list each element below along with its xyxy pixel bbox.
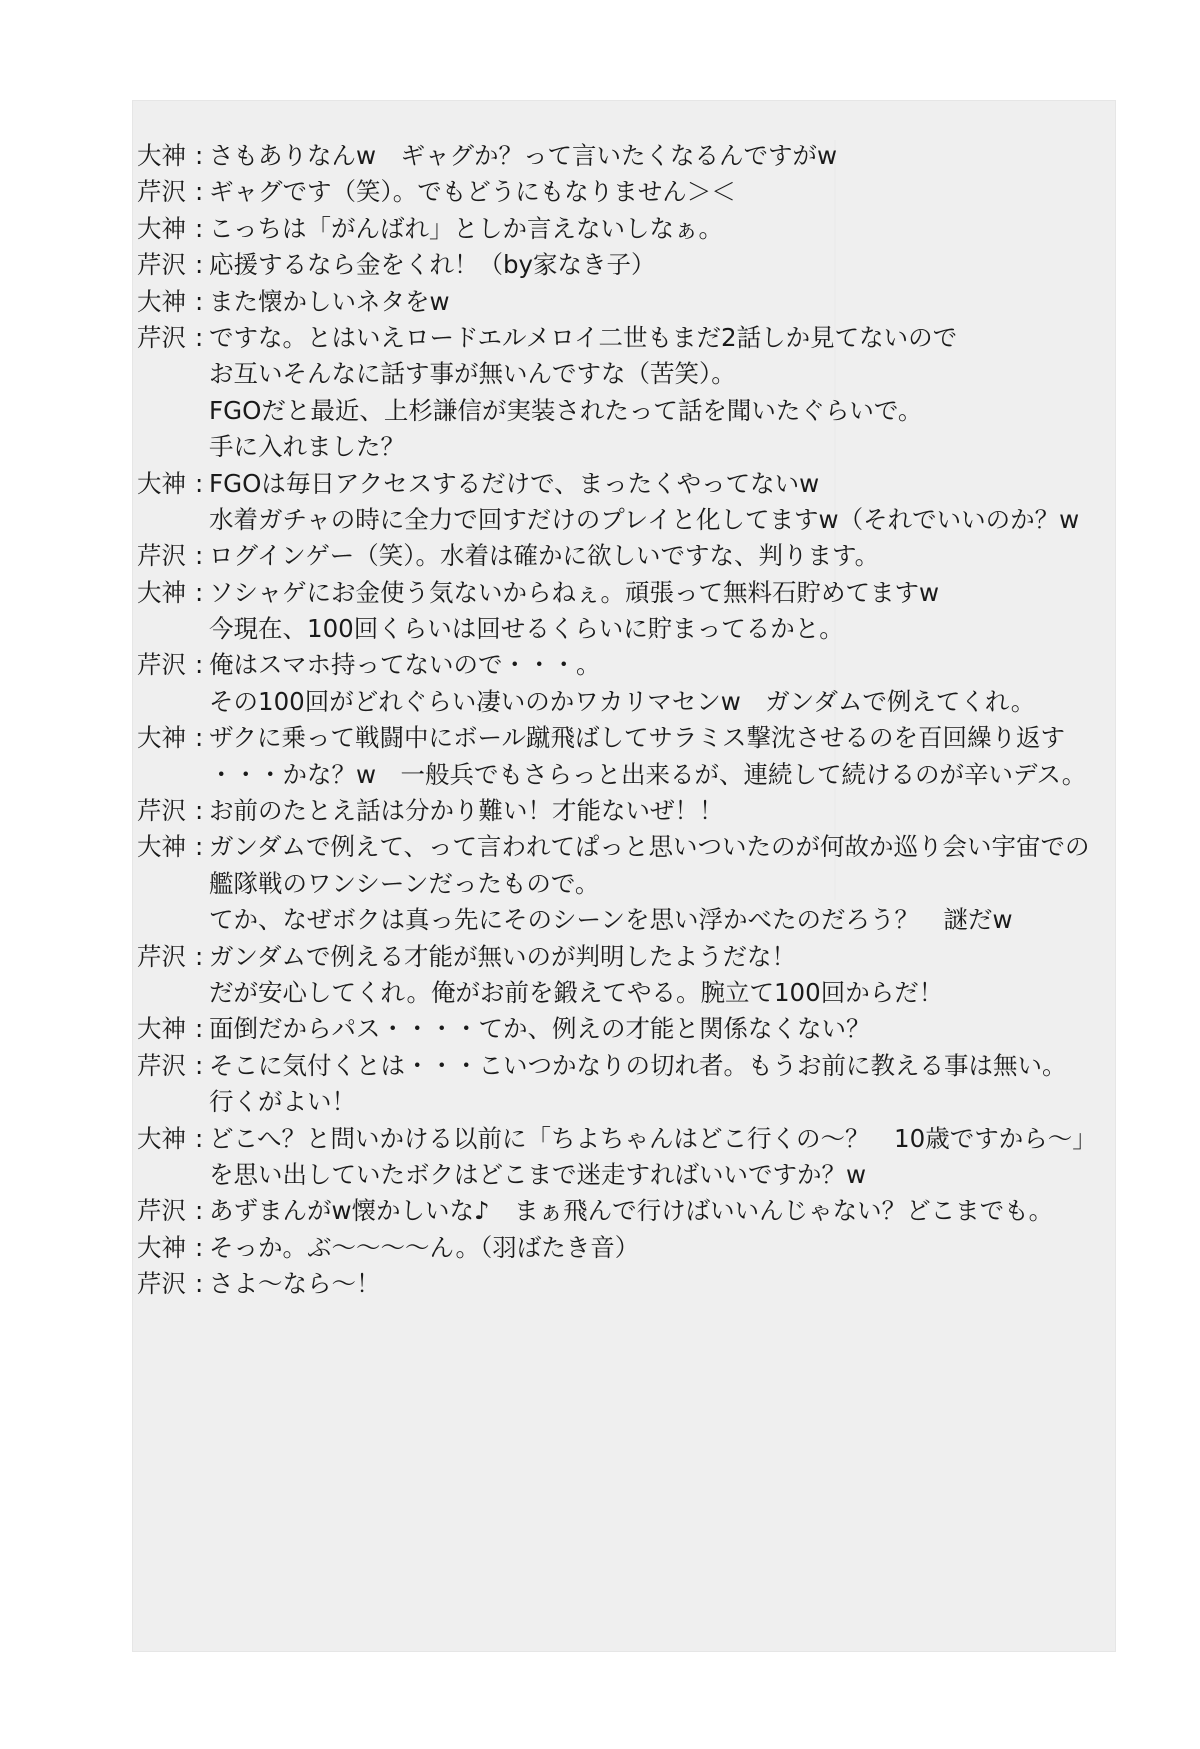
dialogue-line xyxy=(137,211,1097,247)
dialogue-line xyxy=(137,466,1097,502)
speaker-name: 大神 xyxy=(137,723,186,753)
dialogue-line xyxy=(137,429,1097,465)
dialogue-text-line: だが安心してくれ。俺がお前を鍛えてやる。腕立て100回からだ！ xyxy=(209,977,944,1007)
dialogue-line xyxy=(137,1230,1097,1266)
dialogue-line xyxy=(137,1048,1097,1084)
dialogue-line xyxy=(137,829,1097,865)
speaker-separator: : xyxy=(195,650,204,680)
dialogue-text-line: 応援するなら金をくれ！（by家なき子） xyxy=(209,250,656,280)
dialogue-line xyxy=(137,320,1097,356)
dialogue-text xyxy=(137,138,1097,1303)
dialogue-line xyxy=(137,902,1097,938)
dialogue-line xyxy=(137,393,1097,429)
speaker-separator: : xyxy=(195,322,204,352)
dialogue-text-line: また懐かしいネタをw xyxy=(209,286,450,316)
speaker-separator: : xyxy=(195,177,204,207)
speaker-name: 大神 xyxy=(137,286,186,316)
speaker-name: 芹沢 xyxy=(137,322,186,352)
dialogue-line xyxy=(137,356,1097,392)
dialogue-text-line: ガンダムで例えて、って言われてぱっと思いついたのが何故か巡り会い宇宙での xyxy=(209,832,1090,862)
speaker-name: 大神 xyxy=(137,1014,186,1044)
speaker-name: 芹沢 xyxy=(137,1269,186,1299)
dialogue-text-line: てか、なぜボクは真っ先にそのシーンを思い浮かべたのだろう？ 謎だw xyxy=(209,905,1013,935)
speaker-separator: : xyxy=(195,1232,204,1262)
dialogue-line xyxy=(137,1084,1097,1120)
dialogue-text-line: 手に入れました？ xyxy=(209,432,405,462)
dialogue-line xyxy=(137,720,1097,756)
dialogue-line xyxy=(137,174,1097,210)
speaker-separator: : xyxy=(195,1050,204,1080)
dialogue-text-line: こっちは「がんばれ」としか言えないしなぁ。 xyxy=(209,213,724,243)
speaker-name: 芹沢 xyxy=(137,1050,186,1080)
dialogue-text-line: さもありなんw ギャグか？って言いたくなるんですがw xyxy=(209,141,838,170)
dialogue-text-line: お互いそんなに話す事が無いんですな（苦笑）。 xyxy=(209,359,736,389)
dialogue-text-line: を思い出していたボクはどこまで迷走すればいいですか？w xyxy=(209,1159,867,1189)
dialogue-line xyxy=(137,247,1097,283)
dialogue-text-line: ログインゲー（笑）。水着は確かに欲しいですな、判ります。 xyxy=(209,541,880,571)
speaker-name: 芹沢 xyxy=(137,1196,186,1226)
dialogue-text-line: 行くがよい！ xyxy=(209,1087,356,1117)
dialogue-line xyxy=(137,611,1097,647)
dialogue-text-line: そっか。ぶ～～～～ん。（羽ばたき音） xyxy=(209,1232,640,1262)
dialogue-text-line: ・・・かな？w 一般兵でもさらっと出来るが、連続して続けるのが辛いデス。 xyxy=(209,759,1087,789)
dialogue-line xyxy=(137,575,1097,611)
speaker-separator: : xyxy=(195,541,204,571)
dialogue-text-line: お前のたとえ話は分かり難い！才能ないぜ！！ xyxy=(209,796,724,826)
speaker-name: 芹沢 xyxy=(137,541,186,571)
speaker-name: 芹沢 xyxy=(137,796,186,826)
dialogue-line xyxy=(137,939,1097,975)
dialogue-line xyxy=(137,975,1097,1011)
dialogue-text-line: 艦隊戦のワンシーンだったもので。 xyxy=(209,868,600,898)
speaker-separator: : xyxy=(195,577,204,607)
dialogue-line xyxy=(137,684,1097,720)
dialogue-text-line: 水着ガチャの時に全力で回すだけのプレイと化してますw（それでいいのか？w xyxy=(209,504,1080,534)
speaker-separator: : xyxy=(195,1123,204,1153)
dialogue-line xyxy=(137,1193,1097,1229)
dialogue-text-line: どこへ？と問いかける以前に「ちよちゃんはどこ行くの～？ 10歳ですから～」 xyxy=(209,1123,1097,1153)
speaker-separator: : xyxy=(195,141,204,170)
dialogue-line xyxy=(137,1011,1097,1047)
speaker-name: 大神 xyxy=(137,141,186,170)
speaker-separator: : xyxy=(195,1196,204,1226)
speaker-separator: : xyxy=(195,723,204,753)
dialogue-text-line: あずまんがw懐かしいな♪ まぁ飛んで行けばいいんじゃない？どこまでも。 xyxy=(209,1196,1054,1226)
dialogue-text-line: その100回がどれぐらい凄いのかワカリマセンw ガンダムで例えてくれ。 xyxy=(209,686,1036,716)
dialogue-text-line: ガンダムで例える才能が無いのが判明したようだな！ xyxy=(209,941,797,971)
speaker-separator: : xyxy=(195,941,204,971)
speaker-name: 大神 xyxy=(137,577,186,607)
speaker-name: 芹沢 xyxy=(137,250,186,280)
dialogue-line xyxy=(137,538,1097,574)
dialogue-line xyxy=(137,757,1097,793)
dialogue-text-line: 面倒だからパス・・・・てか、例えの才能と関係なくない？ xyxy=(209,1014,871,1044)
speaker-separator: : xyxy=(195,213,204,243)
dialogue-line xyxy=(137,138,1097,174)
speaker-name: 大神 xyxy=(137,1232,186,1262)
dialogue-text-line: 俺はスマホ持ってないので・・・。 xyxy=(209,650,601,680)
dialogue-text-line: ですな。とはいえロードエルメロイ二世もまだ2話しか見てないので xyxy=(209,322,958,352)
speaker-name: 大神 xyxy=(137,468,186,498)
speaker-name: 芹沢 xyxy=(137,941,186,971)
dialogue-text-line: さよ～なら～！ xyxy=(209,1269,381,1299)
dialogue-line xyxy=(137,284,1097,320)
speaker-name: 大神 xyxy=(137,832,186,862)
dialogue-line xyxy=(137,793,1097,829)
speaker-name: 芹沢 xyxy=(137,177,186,207)
dialogue-text-line: そこに気付くとは・・・こいつかなりの切れ者。もうお前に教える事は無い。 xyxy=(209,1050,1067,1080)
dialogue-line xyxy=(137,1121,1097,1157)
speaker-separator: : xyxy=(195,468,204,498)
dialogue-text-line: FGOだと最近、上杉謙信が実装されたって話を聞いたぐらいで。 xyxy=(209,395,923,425)
dialogue-text-line: 今現在、100回くらいは回せるくらいに貯まってるかと。 xyxy=(209,614,844,644)
speaker-separator: : xyxy=(195,1014,204,1044)
dialogue-line xyxy=(137,647,1097,683)
speaker-separator: : xyxy=(195,796,204,826)
speaker-name: 大神 xyxy=(137,213,186,243)
speaker-separator: : xyxy=(195,1269,204,1299)
speaker-separator: : xyxy=(195,286,204,316)
speaker-name: 芹沢 xyxy=(137,650,186,680)
dialogue-text-line: FGOは毎日アクセスするだけで、まったくやってないw xyxy=(209,468,820,498)
dialogue-line xyxy=(137,866,1097,902)
dialogue-line xyxy=(137,1266,1097,1302)
dialogue-line xyxy=(137,1157,1097,1193)
dialogue-text-line: ギャグです（笑）。でもどうにもなりません＞＜ xyxy=(209,177,736,207)
speaker-separator: : xyxy=(195,832,204,862)
dialogue-text-line: ザクに乗って戦闘中にボール蹴飛ばしてサラミス撃沈させるのを百回繰り返す xyxy=(209,723,1066,753)
speaker-separator: : xyxy=(195,250,204,280)
dialogue-text-line: ソシャゲにお金使う気ないからねぇ。頑張って無料石貯めてますw xyxy=(209,577,940,607)
dialogue-line xyxy=(137,502,1097,538)
speaker-name: 大神 xyxy=(137,1123,186,1153)
